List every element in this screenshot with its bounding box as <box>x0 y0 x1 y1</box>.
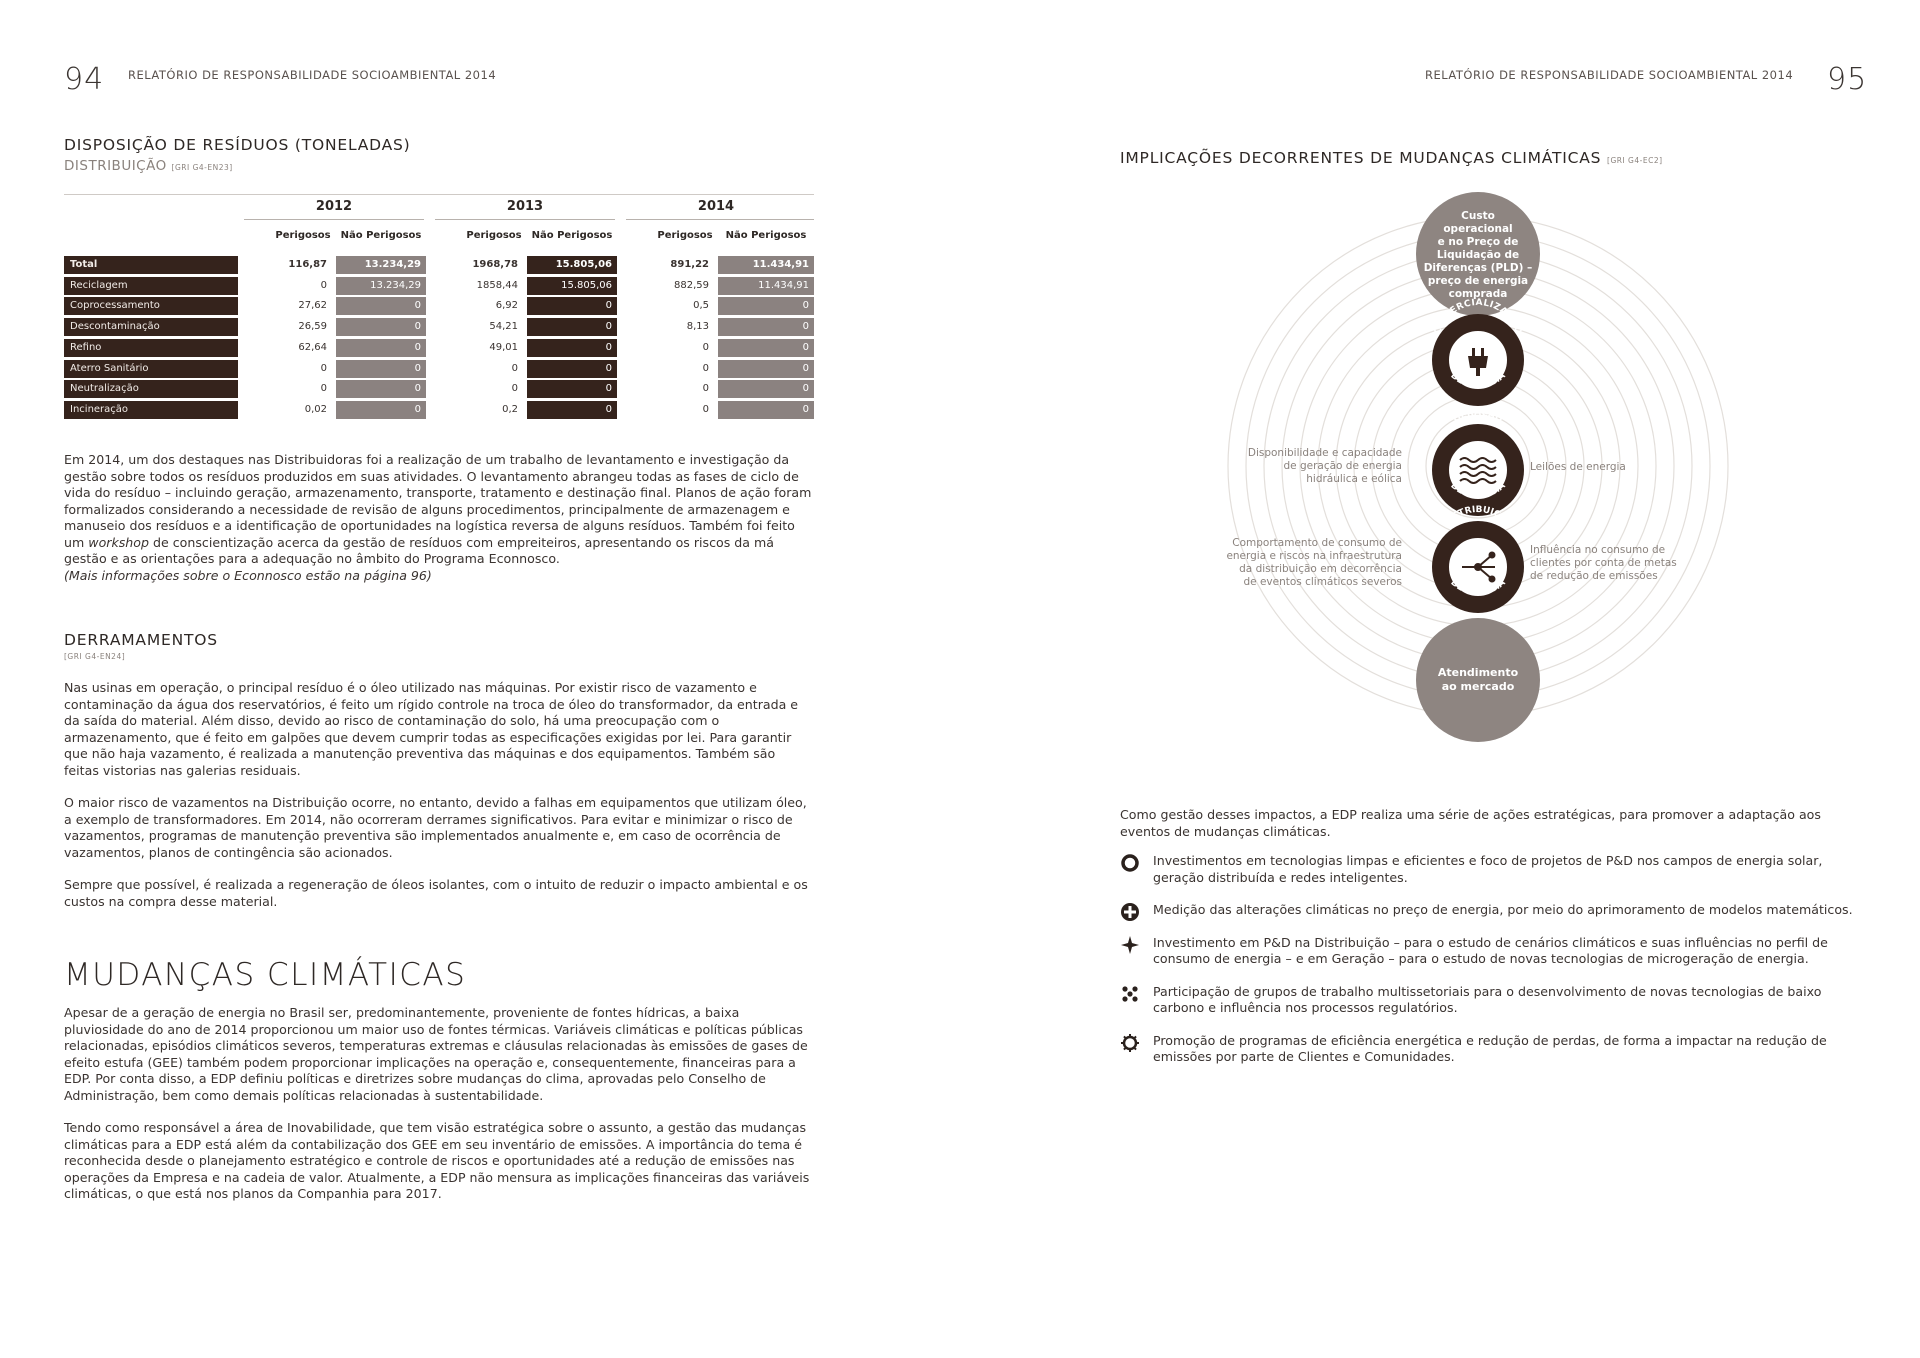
bullet-text: Medição das alterações climáticas no preço de energia, por meio do aprimoramento de modelos matemáticos. <box>1153 902 1853 917</box>
table-row <box>64 380 814 398</box>
distribuicao-badge <box>1432 505 1524 613</box>
label-right-2: de redução de emissões <box>1530 570 1658 582</box>
table-cell: 0 <box>718 360 814 378</box>
right-page-number: 95 <box>1827 62 1868 97</box>
col-nao-perigosos: Não Perigosos <box>340 230 422 241</box>
waste-note: (Mais informações sobre o Econnosco estão na página 96) <box>64 567 432 583</box>
running-title-left: RELATÓRIO DE RESPONSABILIDADE SOCIOAMBIENTAL 2014 <box>128 68 497 82</box>
bullet-item <box>1120 853 1860 886</box>
row-label: Incineração <box>64 401 238 419</box>
bullet-item <box>1120 935 1860 968</box>
table-cell: 27,62 <box>298 300 327 312</box>
table-cell: 0 <box>718 297 814 315</box>
table-cell: 0 <box>336 339 426 357</box>
table-cell: 13.234,29 <box>336 256 426 274</box>
climate-diagram <box>1180 180 1740 750</box>
bullet-item <box>1120 1033 1860 1066</box>
climate-body <box>64 1005 814 1219</box>
table-cell: 0 <box>702 341 709 353</box>
top-circle-line: Custo <box>1461 210 1495 222</box>
waste-gri: [GRI G4-EN23] <box>171 163 233 172</box>
table-cell: 8,13 <box>686 321 709 333</box>
waste-text: Em 2014, um dos destaques nas Distribuidoras foi a realização de um trabalho de levantamento e investigação da gestão sobre todos os resíduos produzidos em suas atividades. O levantamento abrangeu todas as fases de ciclo de vida do resíduo – incluindo geração, armazenamento, transporte, tratamento e destinação final. Planos de ação foram formalizados considerando a necessidade de revisão de alguns procedimentos, principalmente de armazenagem e manuseio dos resíduos e a identificação de oportunidades na logística reversa de alguns resíduos. Também foi feito um <box>64 452 812 550</box>
cross-icon <box>1120 935 1140 955</box>
year-2012: 2012 <box>315 199 353 214</box>
waste-title: DISPOSIÇÃO DE RESÍDUOS (TONELADAS) <box>64 136 411 154</box>
table-cell: 0 <box>527 297 617 315</box>
table-row <box>64 256 814 274</box>
label-left-1: de geração de energia <box>1283 460 1402 472</box>
label-left-2: Comportamento de consumo de <box>1232 537 1402 549</box>
table-cell: 49,01 <box>489 341 518 353</box>
year-2014: 2014 <box>697 199 735 214</box>
top-circle-line: Liquidação de <box>1436 249 1520 261</box>
waste-subtitle <box>64 158 233 174</box>
comercializacao-badge <box>1432 298 1524 406</box>
table-cell: 0 <box>336 318 426 336</box>
col-nao-perigosos: Não Perigosos <box>531 230 613 241</box>
table-cell: 0 <box>336 360 426 378</box>
label-left-2: da distribuição em decorrência <box>1239 563 1402 575</box>
table-cell: 882,59 <box>674 279 709 291</box>
bullet-text: Promoção de programas de eficiência energética e redução de perdas, de forma a impactar na redução de emissões por parte de Clientes e Comunidades. <box>1153 1032 1827 1064</box>
table-row <box>64 318 814 336</box>
table-cell: 0 <box>527 360 617 378</box>
label-left-2: de eventos climáticos severos <box>1243 576 1402 588</box>
ring1-top-label: COMERCIALIZAÇÃO <box>1432 297 1524 336</box>
table-cell: 0 <box>511 362 518 374</box>
table-cell: 26,59 <box>298 321 327 333</box>
table-cell: 0 <box>527 380 617 398</box>
table-cell: 54,21 <box>489 321 518 333</box>
table-cell: 0 <box>336 401 426 419</box>
ring-icon <box>1120 853 1140 873</box>
table-cell: 11.434,91 <box>718 277 814 295</box>
col-perigosos: Perigosos <box>466 230 522 241</box>
row-label: Refino <box>64 339 238 357</box>
row-label: Descontaminação <box>64 318 238 336</box>
spills-p3: Sempre que possível, é realizada a regeneração de óleos isolantes, com o intuito de reduzir o impacto ambiental e os custos na compra desse material. <box>64 877 808 909</box>
gear-icon <box>1120 1033 1140 1053</box>
table-row <box>64 360 814 378</box>
table-cell: 62,64 <box>298 341 327 353</box>
table-cell: 0 <box>320 362 327 374</box>
table-cell: 0 <box>702 362 709 374</box>
year-2013: 2013 <box>506 199 544 214</box>
label-left-2: energia e riscos na infraestrutura <box>1226 550 1402 562</box>
ring2-bottom-label: DE ENERGIA <box>1448 480 1508 502</box>
top-circle-line: comprada <box>1448 288 1508 300</box>
climate-p2: Tendo como responsável a área de Inovabilidade, que tem visão estratégica sobre o assunto, a gestão das mudanças climáticas para a EDP está além da contabilização dos GEE em seu inventário de emissões. A importância do tema é reconhecida desde o planejamento estratégico e controle de riscos e oportunidades até a redução de emissões nas operações da Empresa e na cadeia de valor. Atualmente, a EDP não mensura as implicações financeiras das variáveis climáticas, o que está nos planos da Companhia para 2017. <box>64 1120 810 1201</box>
table-cell: 15.805,06 <box>527 277 617 295</box>
table-row <box>64 401 814 419</box>
year-rule <box>626 219 814 220</box>
table-cell: 15.805,06 <box>527 256 617 274</box>
row-label: Aterro Sanitário <box>64 360 238 378</box>
implications-title <box>1120 149 1663 167</box>
table-cell: 0,2 <box>502 403 518 415</box>
col-perigosos: Perigosos <box>275 230 331 241</box>
climate-p1: Apesar de a geração de energia no Brasil ser, predominantemente, proveniente de fontes hídricas, a baixa pluviosidade do ano de 2014 proporcionou um maior uso de fontes térmicas. Variáveis climáticas e políticas públicas relacionadas, episódios climáticos severos, temperaturas extremas e cláusulas relacionadas às emissões de gases de efeito estufa (GEE) também podem proporcionar implicações na operação e, consequentemente, financeiras para a EDP. Por conta disso, a EDP definiu políticas e diretrizes sobre mudanças do clima, aprovadas pelo Conselho de Administração, bem como demais políticas relacionadas à sustentabilidade. <box>64 1005 808 1103</box>
spills-gri: [GRI G4-EN24] <box>64 652 126 661</box>
spills-p1: Nas usinas em operação, o principal resíduo é o óleo utilizado nas máquinas. Por existir risco de vazamento e contaminação da água dos reservatórios, é feito um rígido controle na troca de óleo do transformador, da entrada e da saída do material. Além disso, devido ao risco de contaminação do solo, há uma preocupação com o armazenamento, que é feito em galpões que devem cumprir todas as especificações exigidas por lei. Para garantir que não haja vazamento, é realizada a manutenção preventiva das máquinas e dos equipamentos. Também são feitas vistorias nas galerias residuais. <box>64 680 799 778</box>
bottom-circle-line: Atendimento <box>1437 666 1519 679</box>
col-nao-perigosos: Não Perigosos <box>725 230 807 241</box>
waste-text-italic: workshop <box>88 534 149 550</box>
table-cell: 0 <box>511 383 518 395</box>
table-cell: 0 <box>320 279 327 291</box>
row-label: Total <box>64 256 238 274</box>
table-row <box>64 277 814 295</box>
top-circle-line: e no Preço de <box>1437 236 1519 248</box>
table-row <box>64 297 814 315</box>
climate-title: MUDANÇAS CLIMÁTICAS <box>64 957 467 993</box>
table-cell: 0 <box>718 339 814 357</box>
table-cell: 0 <box>527 401 617 419</box>
table-cell: 0 <box>527 318 617 336</box>
implications-gri: [GRI G4-EC2] <box>1607 156 1663 165</box>
waste-text-rest: de conscientização acerca da gestão de resíduos com empreiteiros, apresentando os riscos da má gestão e as orientações para a adequação no âmbito do Programa Econnosco. <box>64 534 774 566</box>
label-left-1: hidráulica e eólica <box>1306 473 1402 485</box>
row-label: Reciclagem <box>64 277 238 295</box>
dots-icon <box>1120 984 1140 1004</box>
table-row <box>64 339 814 357</box>
table-cell: 116,87 <box>288 259 327 270</box>
spills-body <box>64 680 814 926</box>
waste-paragraph <box>64 452 814 600</box>
row-label: Neutralização <box>64 380 238 398</box>
bullet-item <box>1120 984 1860 1017</box>
implications-intro: Como gestão desses impactos, a EDP realiza uma série de ações estratégicas, para promover a adaptação aos eventos de mudanças climáticas. <box>1120 807 1821 839</box>
table-cell: 0 <box>702 383 709 395</box>
table-cell: 0 <box>702 403 709 415</box>
table-cell: 0,5 <box>693 300 709 312</box>
table-cell: 1858,44 <box>476 279 518 291</box>
label-right-2: clientes por conta de metas <box>1530 557 1677 569</box>
running-title-right: RELATÓRIO DE RESPONSABILIDADE SOCIOAMBIENTAL 2014 <box>1425 68 1794 82</box>
top-circle-line: Diferenças (PLD) – <box>1423 262 1533 274</box>
table-cell: 0,02 <box>304 403 327 415</box>
year-rule <box>244 219 424 220</box>
implications-bullets <box>1120 853 1860 1082</box>
table-cell: 0 <box>718 401 814 419</box>
top-circle-line: preço de energia <box>1427 275 1529 287</box>
plus-circle-icon <box>1120 902 1140 922</box>
table-top-rule <box>64 194 814 195</box>
bullet-text: Participação de grupos de trabalho multissetoriais para o desenvolvimento de novas tecnologias de baixo carbono e influência nos processos regulatórios. <box>1153 983 1822 1015</box>
bullet-text: Investimento em P&D na Distribuição – para o estudo de cenários climáticos e suas influências no perfil de consumo de energia – e em Geração – para o estudo de novas tecnologias de microgeração de energia. <box>1153 934 1828 966</box>
table-cell: 0 <box>336 380 426 398</box>
ring3-bottom-label: DE ENERGIA <box>1448 577 1508 599</box>
row-label: Coprocessamento <box>64 297 238 315</box>
spills-title: DERRAMAMENTOS <box>64 631 218 649</box>
implications-title-text: IMPLICAÇÕES DECORRENTES DE MUDANÇAS CLIMÁTICAS <box>1120 149 1602 167</box>
bottom-circle-line: ao mercado <box>1441 680 1515 693</box>
spills-p2: O maior risco de vazamentos na Distribuição ocorre, no entanto, devido a falhas em equipamentos que utilizam óleo, a exemplo de transformadores. Em 2014, não ocorreram derrames significativos. Para evitar e minimizar o risco de vazamentos, programas de manutenção preventiva são implementados anualmente e, em caso de ocorrência de vazamentos, planos de contingência são acionados. <box>64 795 807 860</box>
ring3-top-label: DISTRIBUIÇÃO <box>1441 504 1515 530</box>
table-cell: 0 <box>527 339 617 357</box>
table-cell: 0 <box>336 297 426 315</box>
table-cell: 6,92 <box>495 300 518 312</box>
label-right-2: Influência no consumo de <box>1530 544 1666 556</box>
col-perigosos: Perigosos <box>657 230 713 241</box>
ring2-top-label: GERAÇÃO <box>1451 407 1505 425</box>
left-page-number: 94 <box>64 62 105 97</box>
year-rule <box>435 219 615 220</box>
table-cell: 13.234,29 <box>336 277 426 295</box>
bullet-item <box>1120 902 1860 919</box>
label-left-1: Disponibilidade e capacidade <box>1247 447 1402 459</box>
table-cell: 11.434,91 <box>718 256 814 274</box>
table-cell: 0 <box>718 318 814 336</box>
table-cell: 891,22 <box>670 259 709 270</box>
label-right-1: Leilões de energia <box>1530 461 1626 473</box>
table-cell: 1968,78 <box>472 259 518 270</box>
bullet-text: Investimentos em tecnologias limpas e eficientes e foco de projetos de P&D nos campos de energia solar, geração distribuída e redes inteligentes. <box>1153 853 1823 885</box>
table-cell: 0 <box>320 383 327 395</box>
geracao-badge <box>1432 408 1524 516</box>
table-cell: 0 <box>718 380 814 398</box>
waste-subtitle-text: DISTRIBUIÇÃO <box>64 158 167 174</box>
ring1-bottom-label: DE ENERGIA <box>1448 370 1508 392</box>
top-circle-line: operacional <box>1443 223 1513 235</box>
